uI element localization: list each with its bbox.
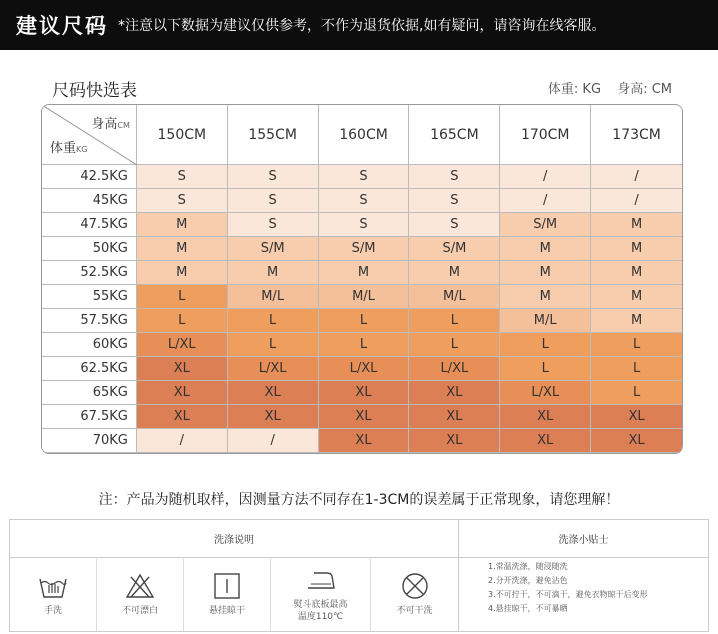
no-bleach-icon — [125, 571, 155, 601]
height-unit-label: 身高: CM — [617, 82, 672, 97]
tip-item: 1.常温洗涤，随浸随洗 — [488, 562, 568, 571]
size-table-title: 尺码快选表 — [52, 81, 137, 101]
care-item — [184, 557, 271, 631]
size-cell: S — [409, 165, 500, 189]
size-row — [42, 405, 682, 429]
care-label: 不可干洗 — [396, 606, 433, 616]
size-cell: XL — [319, 429, 410, 453]
size-table-header — [44, 76, 684, 102]
size-cell: L — [500, 357, 591, 381]
panel-divider — [458, 520, 459, 631]
size-cell: M — [500, 261, 591, 285]
no-tumble-dry-icon — [400, 571, 430, 601]
size-cell: S — [319, 165, 410, 189]
size-cell: L — [591, 333, 682, 357]
height-header: 170CM — [500, 105, 591, 165]
weight-label: 70KG — [42, 429, 137, 453]
size-row — [42, 429, 682, 453]
size-cell: L — [409, 309, 500, 333]
height-header: 160CM — [319, 105, 410, 165]
size-cell: L — [137, 285, 228, 309]
size-cell: M — [319, 261, 410, 285]
size-cell: XL — [409, 429, 500, 453]
size-cell: S — [228, 189, 319, 213]
size-cell: L/XL — [409, 357, 500, 381]
banner-title: 建议尺码 — [16, 14, 108, 38]
size-cell: M/L — [500, 309, 591, 333]
height-header: 173CM — [591, 105, 682, 165]
tip-item: 3.不可拧干，不可滴干，避免衣物晾干后变形 — [488, 590, 648, 599]
size-cell: XL — [591, 429, 682, 453]
corner-cell — [42, 105, 137, 165]
size-cell: / — [591, 189, 682, 213]
size-cell: S/M — [409, 237, 500, 261]
size-row — [42, 285, 682, 309]
size-cell: XL — [228, 405, 319, 429]
iron-icon — [305, 565, 337, 595]
care-item — [97, 557, 184, 631]
size-cell: S/M — [319, 237, 410, 261]
size-cell: / — [228, 429, 319, 453]
size-cell: L/XL — [137, 333, 228, 357]
size-cell: S — [409, 189, 500, 213]
size-cell: L — [319, 333, 410, 357]
size-cell: L — [228, 333, 319, 357]
size-cell: M — [409, 261, 500, 285]
size-cell: S — [409, 213, 500, 237]
care-symbols — [10, 557, 458, 631]
tip-item: 4.悬挂晾干，不可暴晒 — [488, 604, 568, 613]
size-cell: M/L — [228, 285, 319, 309]
size-cell: XL — [137, 405, 228, 429]
size-cell: XL — [137, 381, 228, 405]
weight-label: 55KG — [42, 285, 137, 309]
size-cell: / — [500, 165, 591, 189]
size-cell: L — [591, 357, 682, 381]
size-cell: XL — [500, 405, 591, 429]
size-cell: S/M — [228, 237, 319, 261]
care-instructions-panel — [9, 519, 709, 632]
size-cell: L — [591, 381, 682, 405]
weight-unit-label: 体重: KG — [547, 82, 602, 97]
size-cell: S — [137, 165, 228, 189]
header-banner — [0, 0, 718, 50]
care-title: 洗涤说明 — [10, 520, 458, 558]
care-label: 手洗 — [43, 606, 62, 616]
size-cell: / — [500, 189, 591, 213]
size-cell: XL — [500, 429, 591, 453]
care-label: 悬挂晾干 — [208, 606, 245, 616]
height-header: 155CM — [228, 105, 319, 165]
size-cell: XL — [319, 405, 410, 429]
size-row — [42, 381, 682, 405]
care-item — [371, 557, 458, 631]
size-cell: M — [591, 309, 682, 333]
care-label: 熨斗底板最高 温度110℃ — [293, 600, 348, 622]
size-cell: M/L — [409, 285, 500, 309]
height-header: 165CM — [409, 105, 500, 165]
care-item — [271, 557, 371, 631]
size-cell: M — [591, 285, 682, 309]
size-row — [42, 357, 682, 381]
size-row — [42, 213, 682, 237]
corner-height-label: 身高CM — [91, 117, 130, 132]
weight-label: 50KG — [42, 237, 137, 261]
size-cell: S/M — [500, 213, 591, 237]
size-row — [42, 165, 682, 189]
weight-label: 65KG — [42, 381, 137, 405]
weight-label: 57.5KG — [42, 309, 137, 333]
size-cell: L — [228, 309, 319, 333]
size-cell: M — [591, 261, 682, 285]
size-cell: L — [137, 309, 228, 333]
size-table — [41, 104, 683, 454]
size-cell: M — [137, 213, 228, 237]
size-row — [42, 333, 682, 357]
size-cell: S — [319, 189, 410, 213]
size-cell: M/L — [319, 285, 410, 309]
size-row — [42, 309, 682, 333]
height-header-row — [42, 105, 682, 165]
care-tips-list — [488, 560, 648, 616]
size-cell: L — [500, 333, 591, 357]
size-cell: S — [228, 165, 319, 189]
care-item — [10, 557, 97, 631]
hang-dry-icon — [212, 571, 242, 601]
size-cell: XL — [409, 381, 500, 405]
size-cell: S — [319, 213, 410, 237]
weight-label: 62.5KG — [42, 357, 137, 381]
size-cell: XL — [409, 405, 500, 429]
size-cell: L — [409, 333, 500, 357]
weight-label: 42.5KG — [42, 165, 137, 189]
size-cell: L/XL — [228, 357, 319, 381]
size-cell: L — [319, 309, 410, 333]
tip-item: 2.分开洗涤，避免沾色 — [488, 576, 568, 585]
size-row — [42, 237, 682, 261]
unit-legend — [536, 78, 672, 97]
corner-weight-label: 体重KG — [50, 141, 88, 156]
size-cell: / — [137, 429, 228, 453]
size-cell: M — [591, 213, 682, 237]
banner-note: *注意以下数据为建议仅供参考，不作为退货依据,如有疑问，请咨询在线客服。 — [118, 18, 606, 34]
size-cell: S — [137, 189, 228, 213]
weight-label: 67.5KG — [42, 405, 137, 429]
care-label: 不可漂白 — [121, 606, 158, 616]
size-cell: XL — [591, 405, 682, 429]
size-cell: M — [591, 237, 682, 261]
size-row — [42, 261, 682, 285]
size-cell: M — [137, 237, 228, 261]
size-cell: M — [137, 261, 228, 285]
weight-label: 60KG — [42, 333, 137, 357]
hand-wash-icon — [38, 571, 68, 601]
size-cell: / — [591, 165, 682, 189]
measurement-footnote: 注：产品为随机取样，因测量方法不同存在1-3CM的误差属于正常现象，请您理解！ — [98, 492, 620, 508]
size-cell: XL — [228, 381, 319, 405]
size-cell: M — [500, 237, 591, 261]
height-header: 150CM — [137, 105, 228, 165]
weight-label: 52.5KG — [42, 261, 137, 285]
size-row — [42, 189, 682, 213]
weight-label: 45KG — [42, 189, 137, 213]
size-cell: S — [228, 213, 319, 237]
tips-title: 洗涤小贴士 — [459, 520, 708, 558]
weight-label: 47.5KG — [42, 213, 137, 237]
size-cell: XL — [137, 357, 228, 381]
size-cell: XL — [319, 381, 410, 405]
size-cell: L/XL — [319, 357, 410, 381]
size-cell: M — [228, 261, 319, 285]
size-cell: L/XL — [500, 381, 591, 405]
size-cell: M — [500, 285, 591, 309]
